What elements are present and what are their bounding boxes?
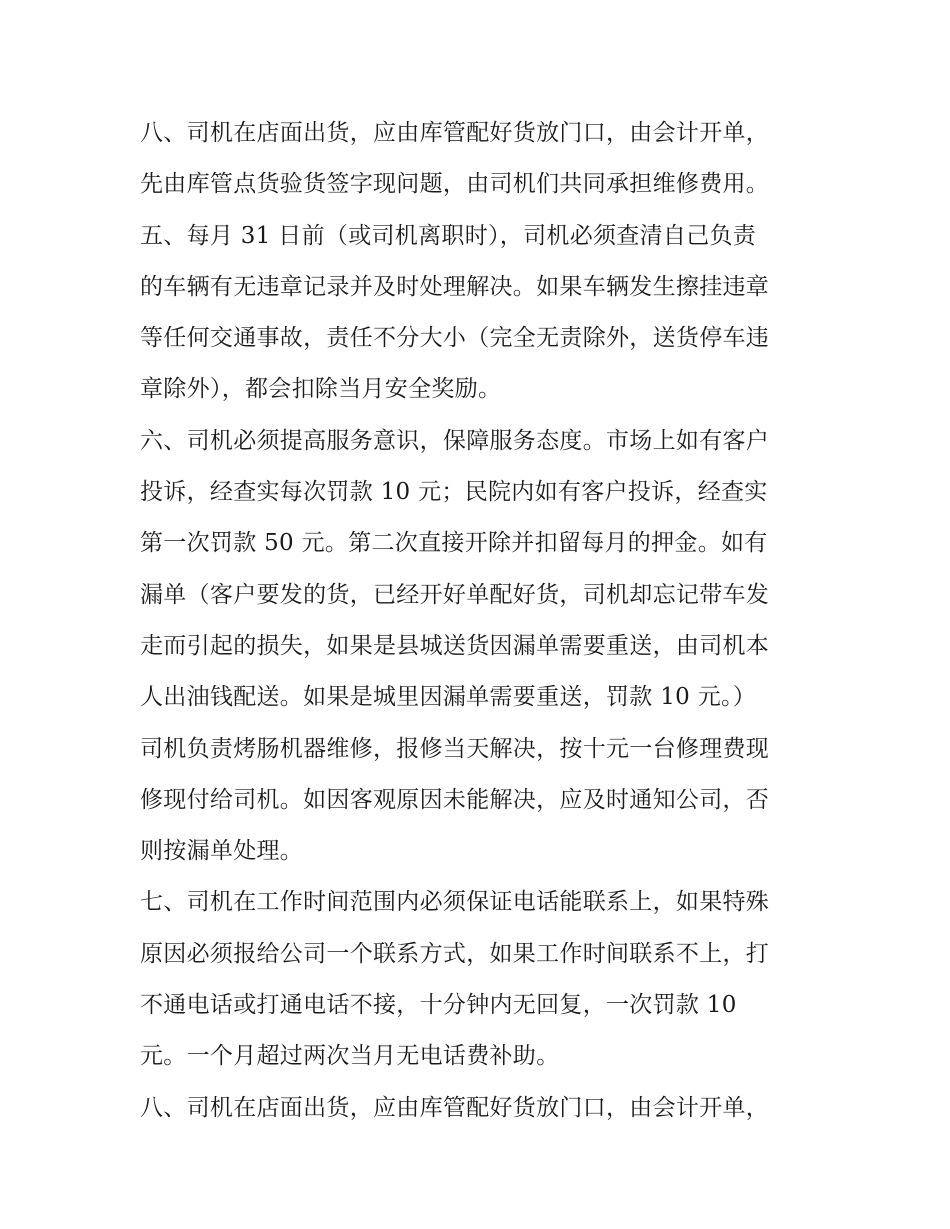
text-line: 的车辆有无违章记录并及时处理解决。如果车辆发生擦挂违章 — [140, 273, 770, 300]
text-line: 投诉，经查实每次罚款 10 元；民院内如有客户投诉，经查实 — [140, 479, 768, 506]
document-body — [140, 108, 820, 1134]
text-line: 人出油钱配送。如果是城里因漏单需要重送，罚款 10 元。） — [140, 684, 757, 711]
text-line: 八、司机在店面出货，应由库管配好货放门口，由会计开单， — [140, 1094, 770, 1121]
text-line: 先由库管点货验货签字现问题，由司机们共同承担维修费用。 — [140, 171, 770, 198]
text-line: 章除外），都会扣除当月安全奖励。 — [140, 376, 502, 403]
text-line: 八、司机在店面出货，应由库管配好货放门口，由会计开单， — [140, 120, 770, 146]
text-line: 走而引起的损失，如果是县城送货因漏单需要重送，由司机本 — [140, 632, 770, 659]
text-line: 第一次罚款 50 元。第二次直接开除并扣留每月的押金。如有 — [140, 530, 768, 557]
text-line: 七、司机在工作时间范围内必须保证电话能联系上，如果特殊 — [140, 889, 770, 916]
text-line: 五、每月 31 日前（或司机离职时），司机必须查清自己负责 — [140, 222, 757, 249]
text-line: 原因必须报给公司一个联系方式，如果工作时间联系不上，打 — [140, 940, 770, 967]
text-line: 元。一个月超过两次当月无电话费补助。 — [140, 1043, 560, 1070]
text-line: 漏单（客户要发的货，已经开好单配好货，司机却忘记带车发 — [140, 581, 770, 608]
text-line: 司机负责烤肠机器维修，报修当天解决，按十元一台修理费现 — [140, 735, 770, 762]
text-line: 等任何交通事故，责任不分大小（完全无责除外，送货停车违 — [140, 325, 770, 352]
text-line: 则按漏单处理。 — [140, 838, 304, 865]
text-line: 不通电话或打通电话不接，十分钟内无回复，一次罚款 10 — [140, 992, 737, 1019]
text-line: 六、司机必须提高服务意识，保障服务态度。市场上如有客户 — [140, 427, 770, 454]
text-line: 修现付给司机。如因客观原因未能解决，应及时通知公司，否 — [140, 786, 770, 813]
